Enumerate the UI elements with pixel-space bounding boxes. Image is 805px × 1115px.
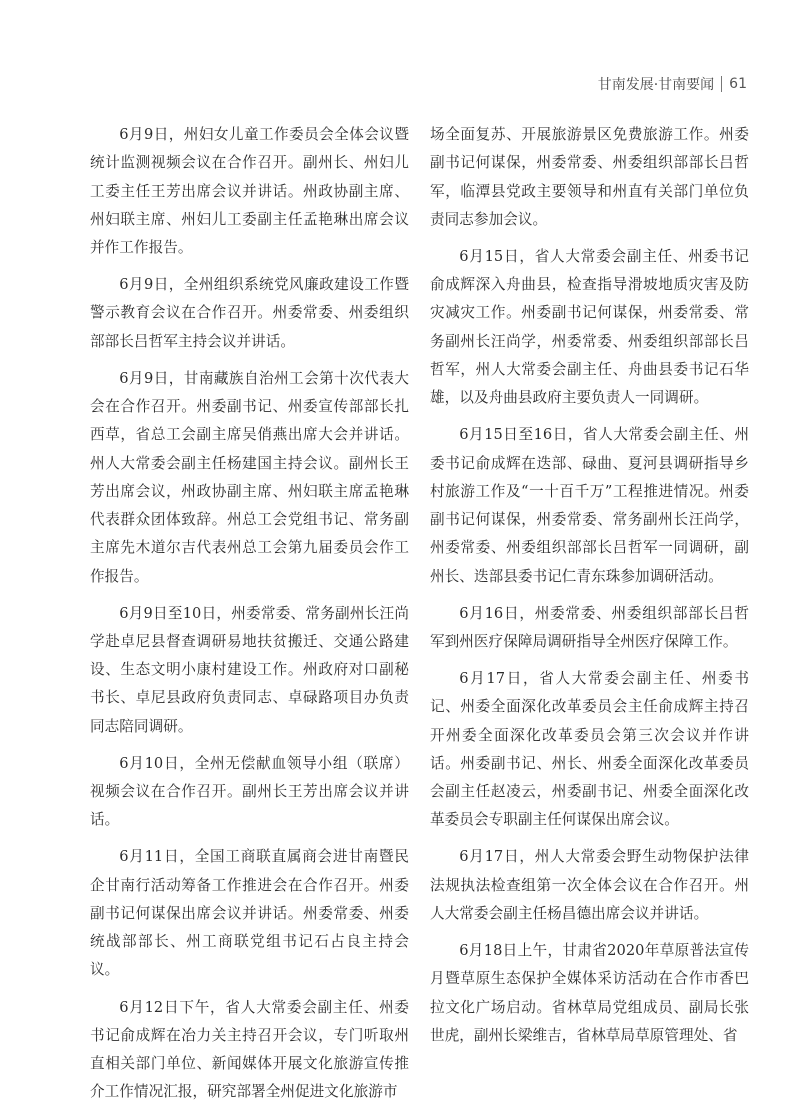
news-paragraph: 6月15日至16日，省人大常委会副主任、州委书记俞成辉在迭部、碌曲、夏河县调研指导乡村旅游工作及“一十百千万”工程推进情况。州委副书记何谋保，州委常委、常务副州长汪尚学，州委常委、州委组织部部长吕哲军一同调研，副州长、迭部县委书记仁青东珠参加调研活动。 xyxy=(430,426,749,585)
section-title: 甘南发展·甘南要闻 xyxy=(597,77,715,93)
continued-paragraph: 场全面复苏、开展旅游景区免费旅游工作。州委副书记何谋保，州委常委、州委组织部部长吕哲军，临潭县党政主要领导和州直有关部门单位负责同志参加会议。 xyxy=(430,126,749,228)
news-paragraph: 6月9日，全州组织系统党风廉政建设工作暨警示教育会议在合作召开。州委常委、州委组织部部长吕哲军主持会议并讲话。 xyxy=(90,276,409,350)
news-paragraph: 6月12日下午，省人大常委会副主任、州委书记俞成辉在冶力关主持召开会议，专门听取州直相关部门单位、新闻媒体开展文化旅游宣传推介工作情况汇报，研究部署全州促进文化旅游市 xyxy=(90,998,409,1101)
running-header xyxy=(598,74,747,94)
news-paragraph: 6月18日上午，甘肃省2020年草原普法宣传月暨草原生态保护全媒体采访活动在合作市香巴拉文化广场启动。省林草局党组成员、副局长张世虎，副州长梁维吉，省林草局草原管理处、省 xyxy=(430,942,749,1044)
left-column xyxy=(90,121,409,1115)
news-paragraph: 6月9日至10日，州委常委、常务副州长汪尚学赴卓尼县督查调研易地扶贫搬迁、交通公路建设、生态文明小康村建设工作。州政府对口副秘书长、卓尼县政府负责同志、卓碌路项目办负责同志陪同调研。 xyxy=(90,604,409,735)
page-number: 61 xyxy=(729,76,747,92)
news-paragraph: 6月11日，全国工商联直属商会进甘南暨民企甘南行活动筹备工作推进会在合作召开。州委副书记何谋保出席会议并讲话。州委常委、州委统战部部长、州工商联党组书记石占良主持会议。 xyxy=(90,848,409,979)
header-divider xyxy=(721,76,722,92)
right-column xyxy=(430,121,749,1059)
news-paragraph: 6月10日，全州无偿献血领导小组（联席）视频会议在合作召开。副州长王芳出席会议并讲话。 xyxy=(90,754,409,829)
news-paragraph: 6月15日，省人大常委会副主任、州委书记俞成辉深入舟曲县，检查指导滑坡地质灾害及防灾减灾工作。州委副书记何谋保，州委常委、常务副州长汪尚学，州委常委、州委组织部部长吕哲军，州人大常委会副主任、舟曲县委书记石华雄，以及舟曲县政府主要负责人一同调研。 xyxy=(430,247,749,407)
news-paragraph: 6月9日，甘南藏族自治州工会第十次代表大会在合作召开。州委副书记、州委宣传部部长扎西草，省总工会副主席吴俏燕出席大会并讲话。州人大常委会副主任杨建国主持会议。副州长王芳出席会议，州政协副主席、州妇联主席孟艳琳代表群众团体致辞。州总工会党组书记、常务副主席先木道尔吉代表州总工会第九届委员会作工作报告。 xyxy=(90,369,409,585)
news-paragraph: 6月16日，州委常委、州委组织部部长吕哲军到州医疗保障局调研指导全州医疗保障工作。 xyxy=(430,604,749,650)
news-paragraph: 6月17日，省人大常委会副主任、州委书记、州委全面深化改革委员会主任俞成辉主持召开州委全面深化改革委员会第三次会议并作讲话。州委副书记、州长、州委全面深化改革委员会副主任赵凌云，州委副书记、州委全面深化改革委员会专职副主任何谋保出席会议。 xyxy=(430,670,749,829)
news-paragraph: 6月9日，州妇女儿童工作委员会全体会议暨统计监测视频会议在合作召开。副州长、州妇儿工委主任王芳出席会议并讲话。州政协副主席、州妇联主席、州妇儿工委副主任孟艳琳出席会议并作工作报告。 xyxy=(90,126,409,256)
news-paragraph: 6月17日，州人大常委会野生动物保护法律法规执法检查组第一次全体会议在合作召开。州人大常委会副主任杨昌德出席会议并讲话。 xyxy=(430,848,749,922)
